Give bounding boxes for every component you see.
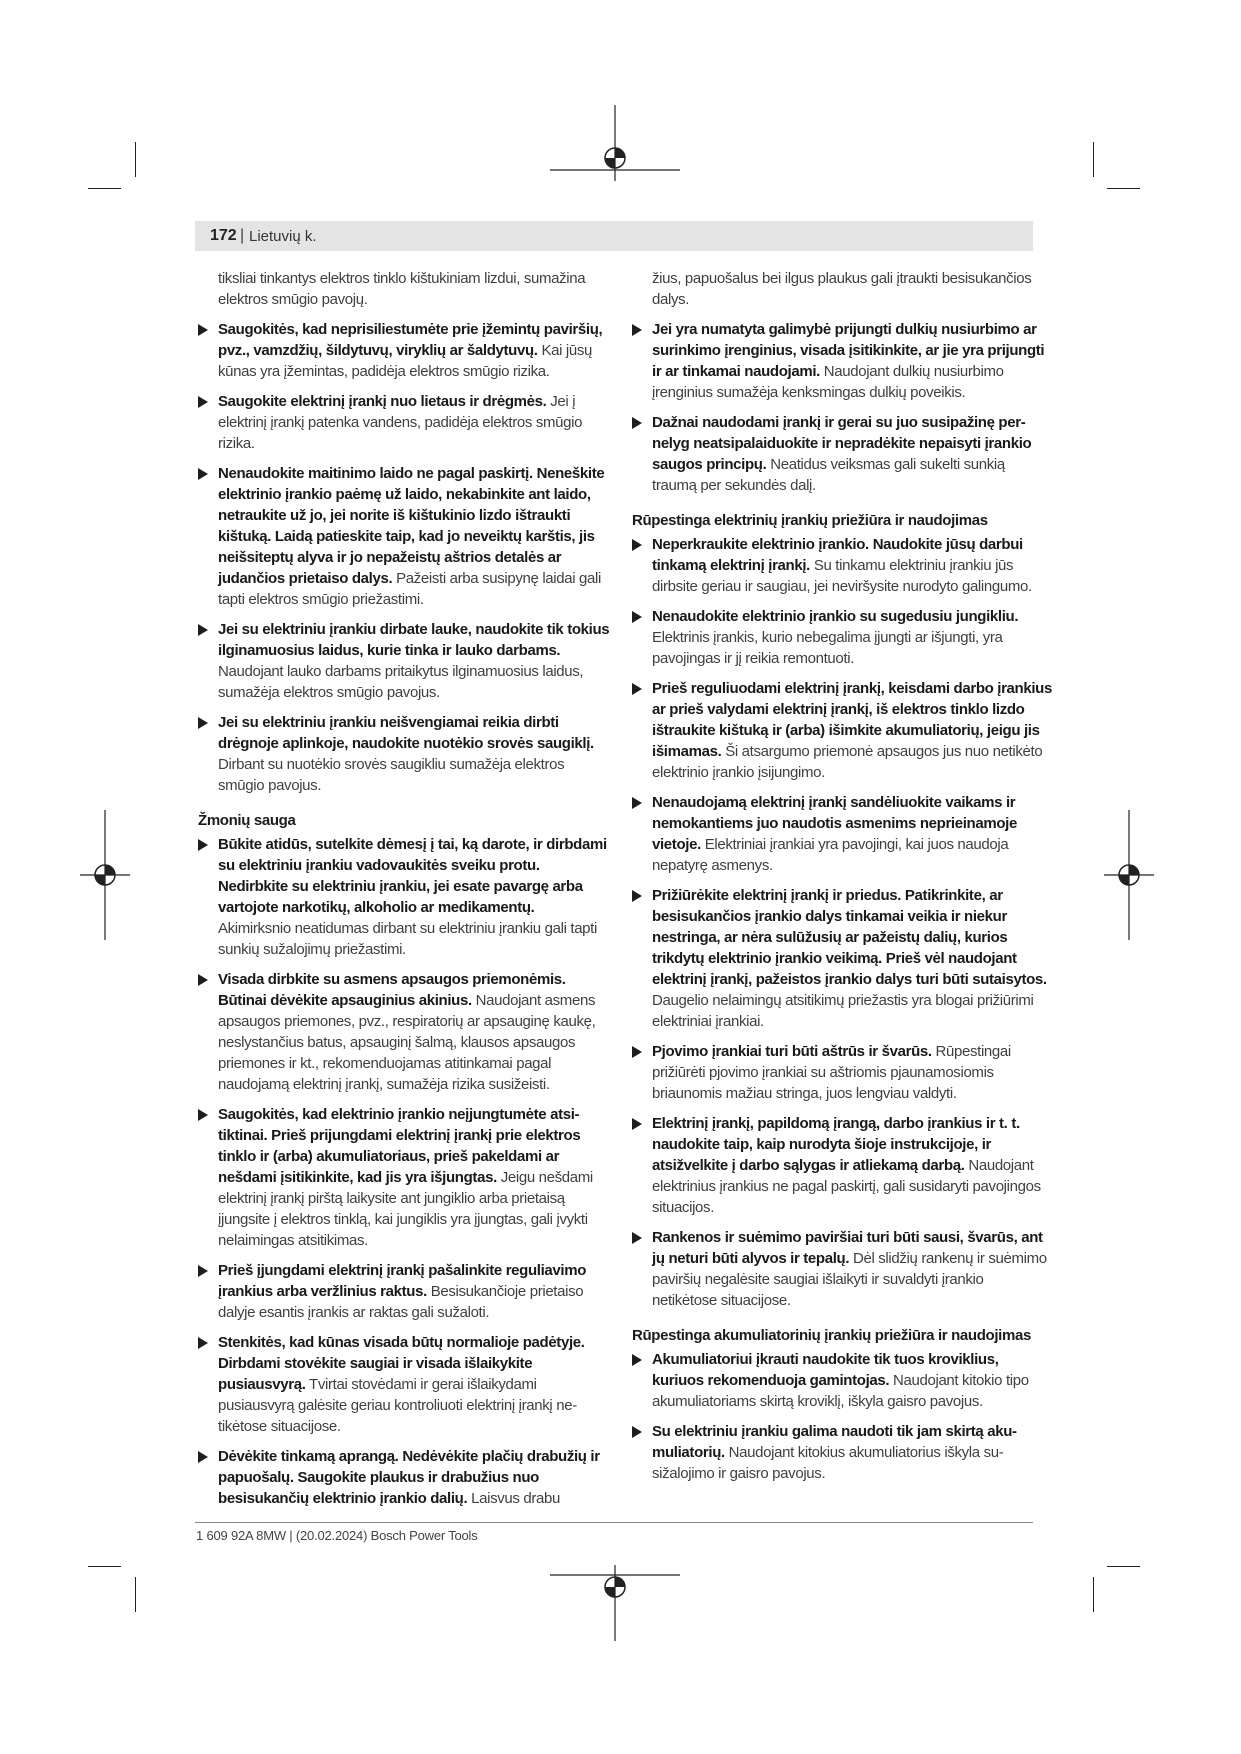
item-text: Elektrinis įrankis, kurio nebegalima įjungti ar išjungti, yra pavojingas ir jį reikia remontuoti.: [652, 629, 1003, 667]
bullet-triangle-icon: [198, 839, 208, 851]
bullet-triangle-icon: [198, 974, 208, 986]
item-text: Pažeisti arba susipynę laidai gali tapti elektros smūgio priežastimi.: [218, 570, 602, 608]
item-bold: Visada dirbkite su asmens apsaugos priemonėmis. Būtinai dėvėkite apsauginius akinius.: [218, 971, 566, 1009]
item-text: Elektriniai įrankiai yra pavojingi, kai juos naudoja nepatyrę asmenys.: [652, 836, 1009, 874]
crop-mark: [1093, 142, 1094, 177]
item-bold: Rankenos ir suėmimo paviršiai turi būti sausi, švarūs, ant jų neturi būti alyvos ir tepalų.: [652, 1229, 1043, 1267]
item-text: Kai jūsų kūnas yra įžemintas, padidėja elektros smūgio rizika.: [218, 342, 593, 380]
list-item: [198, 1446, 610, 1509]
item-bold: Su elektriniu įrankiu galima naudoti tik jam skirtą akumuliatorių.: [652, 1423, 1018, 1461]
section-title: Rūpestinga elektrinių įrankių priežiūra ir naudojimas: [632, 512, 988, 529]
crop-mark: [135, 142, 136, 177]
item-text: Dirbant su nuotėkio srovės saugikliu sumažėja elektros smūgio pavojus.: [218, 756, 565, 794]
bullet-triangle-icon: [632, 1046, 642, 1058]
right-intro: žius, papuošalus bei ilgus plaukus gali įtraukti besisukančios dalys.: [652, 270, 1032, 308]
item-bold: Dėvėkite tinkamą aprangą. Nedėvėkite plačių drabužių ir papuošalų. Saugokite plaukus ir drabužius nuo besisukančių elektrinio įrankio dalių.: [218, 1448, 600, 1507]
list-item: [632, 1227, 1052, 1311]
list-item: [632, 885, 1052, 1032]
bullet-triangle-icon: [632, 683, 642, 695]
bullet-triangle-icon: [632, 324, 642, 336]
item-bold: Pjovimo įrankiai turi būti aštrūs ir švarūs.: [652, 1043, 932, 1060]
left-intro: tiksliai tinkantys elektros tinklo kištukiniam lizdui, sumažina elektros smūgio pavojų.: [218, 270, 586, 308]
list-item: [632, 1113, 1052, 1218]
list-item: [198, 1260, 610, 1323]
item-bold: Nenaudokite elektrinio įrankio su sugedusiu jungikliu.: [652, 608, 1019, 625]
left-column: [198, 268, 610, 1518]
item-text: Naudojant kitokius akumuliatorius iškyla susižalojimo ir gaisro pavojus.: [652, 1444, 1004, 1482]
bullet-triangle-icon: [632, 890, 642, 902]
list-item: [632, 412, 1052, 496]
bullet-triangle-icon: [632, 797, 642, 809]
crop-mark: [1107, 188, 1140, 189]
bullet-triangle-icon: [198, 1265, 208, 1277]
item-bold: Būkite atidūs, sutelkite dėmesį į tai, ką darote, ir dirbdami su elektriniu įrankiu vadovaukitės sveiku protu. Nedirbkite su elektriniu įrankiu, jei esate pavargę arba vartojote narkotikų, alkoholio ar medikamentų.: [218, 836, 607, 916]
bullet-triangle-icon: [198, 717, 208, 729]
list-item: [632, 678, 1052, 783]
footer-text: 1 609 92A 8MW | (20.02.2024) Bosch Power Tools: [196, 1528, 478, 1543]
bullet-triangle-icon: [198, 1451, 208, 1463]
item-bold: Saugokitės, kad neprisiliestumėte prie įžemintų paviršių, pvz., vamzdžių, šildytuvų, viryklių ar šaldytuvų.: [218, 321, 603, 359]
registration-mark-left: [80, 810, 130, 940]
list-item: [632, 606, 1052, 669]
item-text: Su tinkamu elektriniu įrankiu jūs dirbsite geriau ir saugiau, jei neviršysite nurodyto galingumo.: [652, 557, 1032, 595]
item-bold: Neperkraukite elektrinio įrankio. Naudokite jūsų darbui tinkamą elektrinį įrankį.: [652, 536, 1023, 574]
list-item: [198, 712, 610, 796]
bullet-triangle-icon: [632, 539, 642, 551]
list-item: [198, 391, 610, 454]
item-bold: Prižiūrėkite elektrinį įrankį ir priedus. Patikrinkite, ar besisukančios įrankio dalys tinkamai veikia ir niekur nestringa, ar nėra sulūžusių ar pažeistų dalių, kurios trikdytų elektrinio įrankio veikimą. Prieš vėl naudojant elektrinį įrankį, pažeistos įrankio dalys turi būti sutaisytos.: [652, 887, 1047, 988]
page-header: [195, 221, 1033, 251]
list-item: [632, 1421, 1052, 1484]
item-text: Tvirtai stovėdami ir gerai išlaikydami pusiausvyrą galėsite geriau kontroliuoti elektrinį įrankį netikėtose situacijose.: [218, 1376, 578, 1435]
list-item: [198, 1104, 610, 1251]
item-text: Naudojant asmens apsaugos priemones, pvz., respiratorių ar apsauginę kaukę, neslystančius batus, apsauginį šalmą, klausos apsaugos priemones ir kt., rekomenduojamas atitinkamai pagal naudojamą elektrinį įrankį, sumažėja rizika susižeisti.: [218, 992, 596, 1093]
list-item: [198, 619, 610, 703]
item-bold: Jei su elektriniu įrankiu neišvengiamai reikia dirbti drėgnoje aplinkoje, naudokite nuotėkio srovės saugiklį.: [218, 714, 594, 752]
item-bold: Nenaudojamą elektrinį įrankį sandėliuokite vaikams ir nemokantiems juo naudotis asmenims neprieinamoje vietoje.: [652, 794, 1017, 853]
bullet-triangle-icon: [632, 1354, 642, 1366]
crop-mark: [1107, 1566, 1140, 1567]
item-bold: Elektrinį įrankį, papildomą įrangą, darbo įrankius ir t. t. naudokite taip, kaip nurodyta šioje instrukcijoje, ir atsižvelkite į darbo sąlygas ir atliekamą darbą.: [652, 1115, 1020, 1174]
item-bold: Saugokitės, kad elektrinio įrankio neįjungtumėte atsitiktinai. Prieš prijungdami elektrinį įrankį prie elektros tinklo ir (arba) akumuliatoriaus, prieš pakeldami ar nešdami įsitikinkite, kad jis yra išjungtas.: [218, 1106, 581, 1186]
bullet-triangle-icon: [198, 1337, 208, 1349]
bullet-triangle-icon: [198, 468, 208, 480]
item-text: Ši atsargumo priemonė apsaugos jus nuo netikėto elektrinio įrankio įsijungimo.: [652, 743, 1043, 781]
crop-mark: [135, 1577, 136, 1612]
section-title: Rūpestinga akumuliatorinių įrankių priežiūra ir naudojimas: [632, 1327, 1031, 1344]
item-text: Naudojant dulkių nusiurbimo įrenginius sumažėja kenksmingas dulkių poveikis.: [652, 363, 1004, 401]
item-text: Laisvus drabu: [467, 1490, 560, 1507]
list-item: [632, 534, 1052, 597]
header-language: Lietuvių k.: [249, 228, 317, 245]
list-item: [198, 969, 610, 1095]
bullet-triangle-icon: [632, 1118, 642, 1130]
crop-mark: [88, 1566, 121, 1567]
item-text: Dėl slidžių rankenų ir suėmimo paviršių negalėsite saugiai išlaikyti ir suvaldyti įrankio netikėtose situacijose.: [652, 1250, 1047, 1309]
bullet-triangle-icon: [198, 1109, 208, 1121]
list-item: [198, 319, 610, 382]
crop-mark: [1093, 1577, 1094, 1612]
item-bold: Jei yra numatyta galimybė prijungti dulkių nusiurbimo ar surinkimo įrenginius, visada įsitikinkite, ar jie yra prijungti ir ar tinkamai naudojami.: [652, 321, 1045, 380]
header-separator: |: [240, 227, 245, 244]
item-text: Naudojant elektrinius įrankius ne pagal paskirtį, gali susidaryti pavojingos situacijos.: [652, 1157, 1041, 1216]
crop-mark: [88, 188, 121, 189]
item-text: Akimirksnio neatidumas dirbant su elektriniu įrankiu gali tapti sunkių sužalojimų priežastimi.: [218, 920, 597, 958]
item-bold: Stenkitės, kad kūnas visada būtų normalioje padėtyje. Dirbdami stovėkite saugiai ir visada išlaikykite pusiausvyrą.: [218, 1334, 585, 1393]
bullet-triangle-icon: [632, 611, 642, 623]
registration-mark-top: [550, 105, 682, 185]
list-item: [632, 792, 1052, 876]
list-item: [632, 1349, 1052, 1412]
list-item: [198, 463, 610, 610]
item-bold: Jei su elektriniu įrankiu dirbate lauke, naudokite tik tokius ilginamuosius laidus, kurie tinka ir lauko darbams.: [218, 621, 610, 659]
bullet-triangle-icon: [198, 396, 208, 408]
right-column: [632, 268, 1052, 1493]
list-item: [632, 319, 1052, 403]
bullet-triangle-icon: [632, 1426, 642, 1438]
bullet-triangle-icon: [632, 417, 642, 429]
item-text: Naudojant kitokio tipo akumuliatoriams skirtą kroviklį, iškyla gaisro pavojus.: [652, 1372, 1029, 1410]
section-title: Žmonių sauga: [198, 812, 296, 829]
bullet-triangle-icon: [198, 324, 208, 336]
list-item: [198, 1332, 610, 1437]
item-text: Naudojant lauko darbams pritaikytus ilginamuosius laidus, sumažėja elektros smūgio pavojus.: [218, 663, 584, 701]
list-item: [198, 834, 610, 960]
registration-mark-right: [1104, 810, 1154, 940]
item-bold: Prieš reguliuodami elektrinį įrankį, keisdami darbo įrankius ar prieš valydami elektrinį įrankį, iš elektros tinklo lizdo ištraukite kištuką ir (arba) išimkite akumuliatorių, jeigu jis išimamas.: [652, 680, 1052, 760]
footer-rule: [195, 1522, 1033, 1523]
item-text: Jei į elektrinį įrankį patenka vandens, padidėja elektros smūgio rizika.: [218, 393, 583, 452]
list-item: [632, 1041, 1052, 1104]
bullet-triangle-icon: [198, 624, 208, 636]
item-text: Neatidus veiksmas gali sukelti sunkią traumą per sekundės dalį.: [652, 456, 1005, 494]
page-number: 172: [210, 227, 237, 244]
item-text: Rūpestingai prižiūrėti pjovimo įrankiai su aštriomis pjaunamosiomis briaunomis mažiau stringa, juos lengviau valdyti.: [652, 1043, 1011, 1102]
item-text: Jeigu nešdami elektrinį įrankį pirštą laikysite ant jungiklio arba prietaisą įjungsite į elektros tinklą, kai jungiklis yra įjungtas, gali įvykti nelaimingas atsitikimas.: [218, 1169, 593, 1249]
item-text: Besisukančioje prietaiso dalyje esantis įrankis ar raktas gali sužaloti.: [218, 1283, 584, 1321]
bullet-triangle-icon: [632, 1232, 642, 1244]
item-bold: Saugokite elektrinį įrankį nuo lietaus ir drėgmės.: [218, 393, 547, 410]
item-bold: Dažnai naudodami įrankį ir gerai su juo susipažinę pernelyg neatsipalaiduokite ir nepradėkite nepaisyti įrankio saugos principų.: [652, 414, 1032, 473]
item-bold: Prieš įjungdami elektrinį įrankį pašalinkite reguliavimo įrankius arba veržlinius raktus.: [218, 1262, 587, 1300]
item-bold: Nenaudokite maitinimo laido ne pagal paskirtį. Neneškite elektrinio įrankio paėmę už laido, nekabinkite ant laido, netraukite už jo, jei norite iš kištukinio lizdo ištraukti kištuką. Laidą patieskite taip, kad jo neveiktų karštis, jis neišsiteptų alyva ir jo nepažeistų aštrios detalės ar judančios prietaiso dalys.: [218, 465, 605, 587]
item-bold: Akumuliatoriui įkrauti naudokite tik tuos kroviklius, kuriuos rekomenduoja gamintojas.: [652, 1351, 999, 1389]
registration-mark-bottom: [550, 1565, 682, 1645]
item-text: Daugelio nelaimingų atsitikimų priežastis yra blogai prižiūrimi elektriniai įrankiai.: [652, 992, 1034, 1030]
